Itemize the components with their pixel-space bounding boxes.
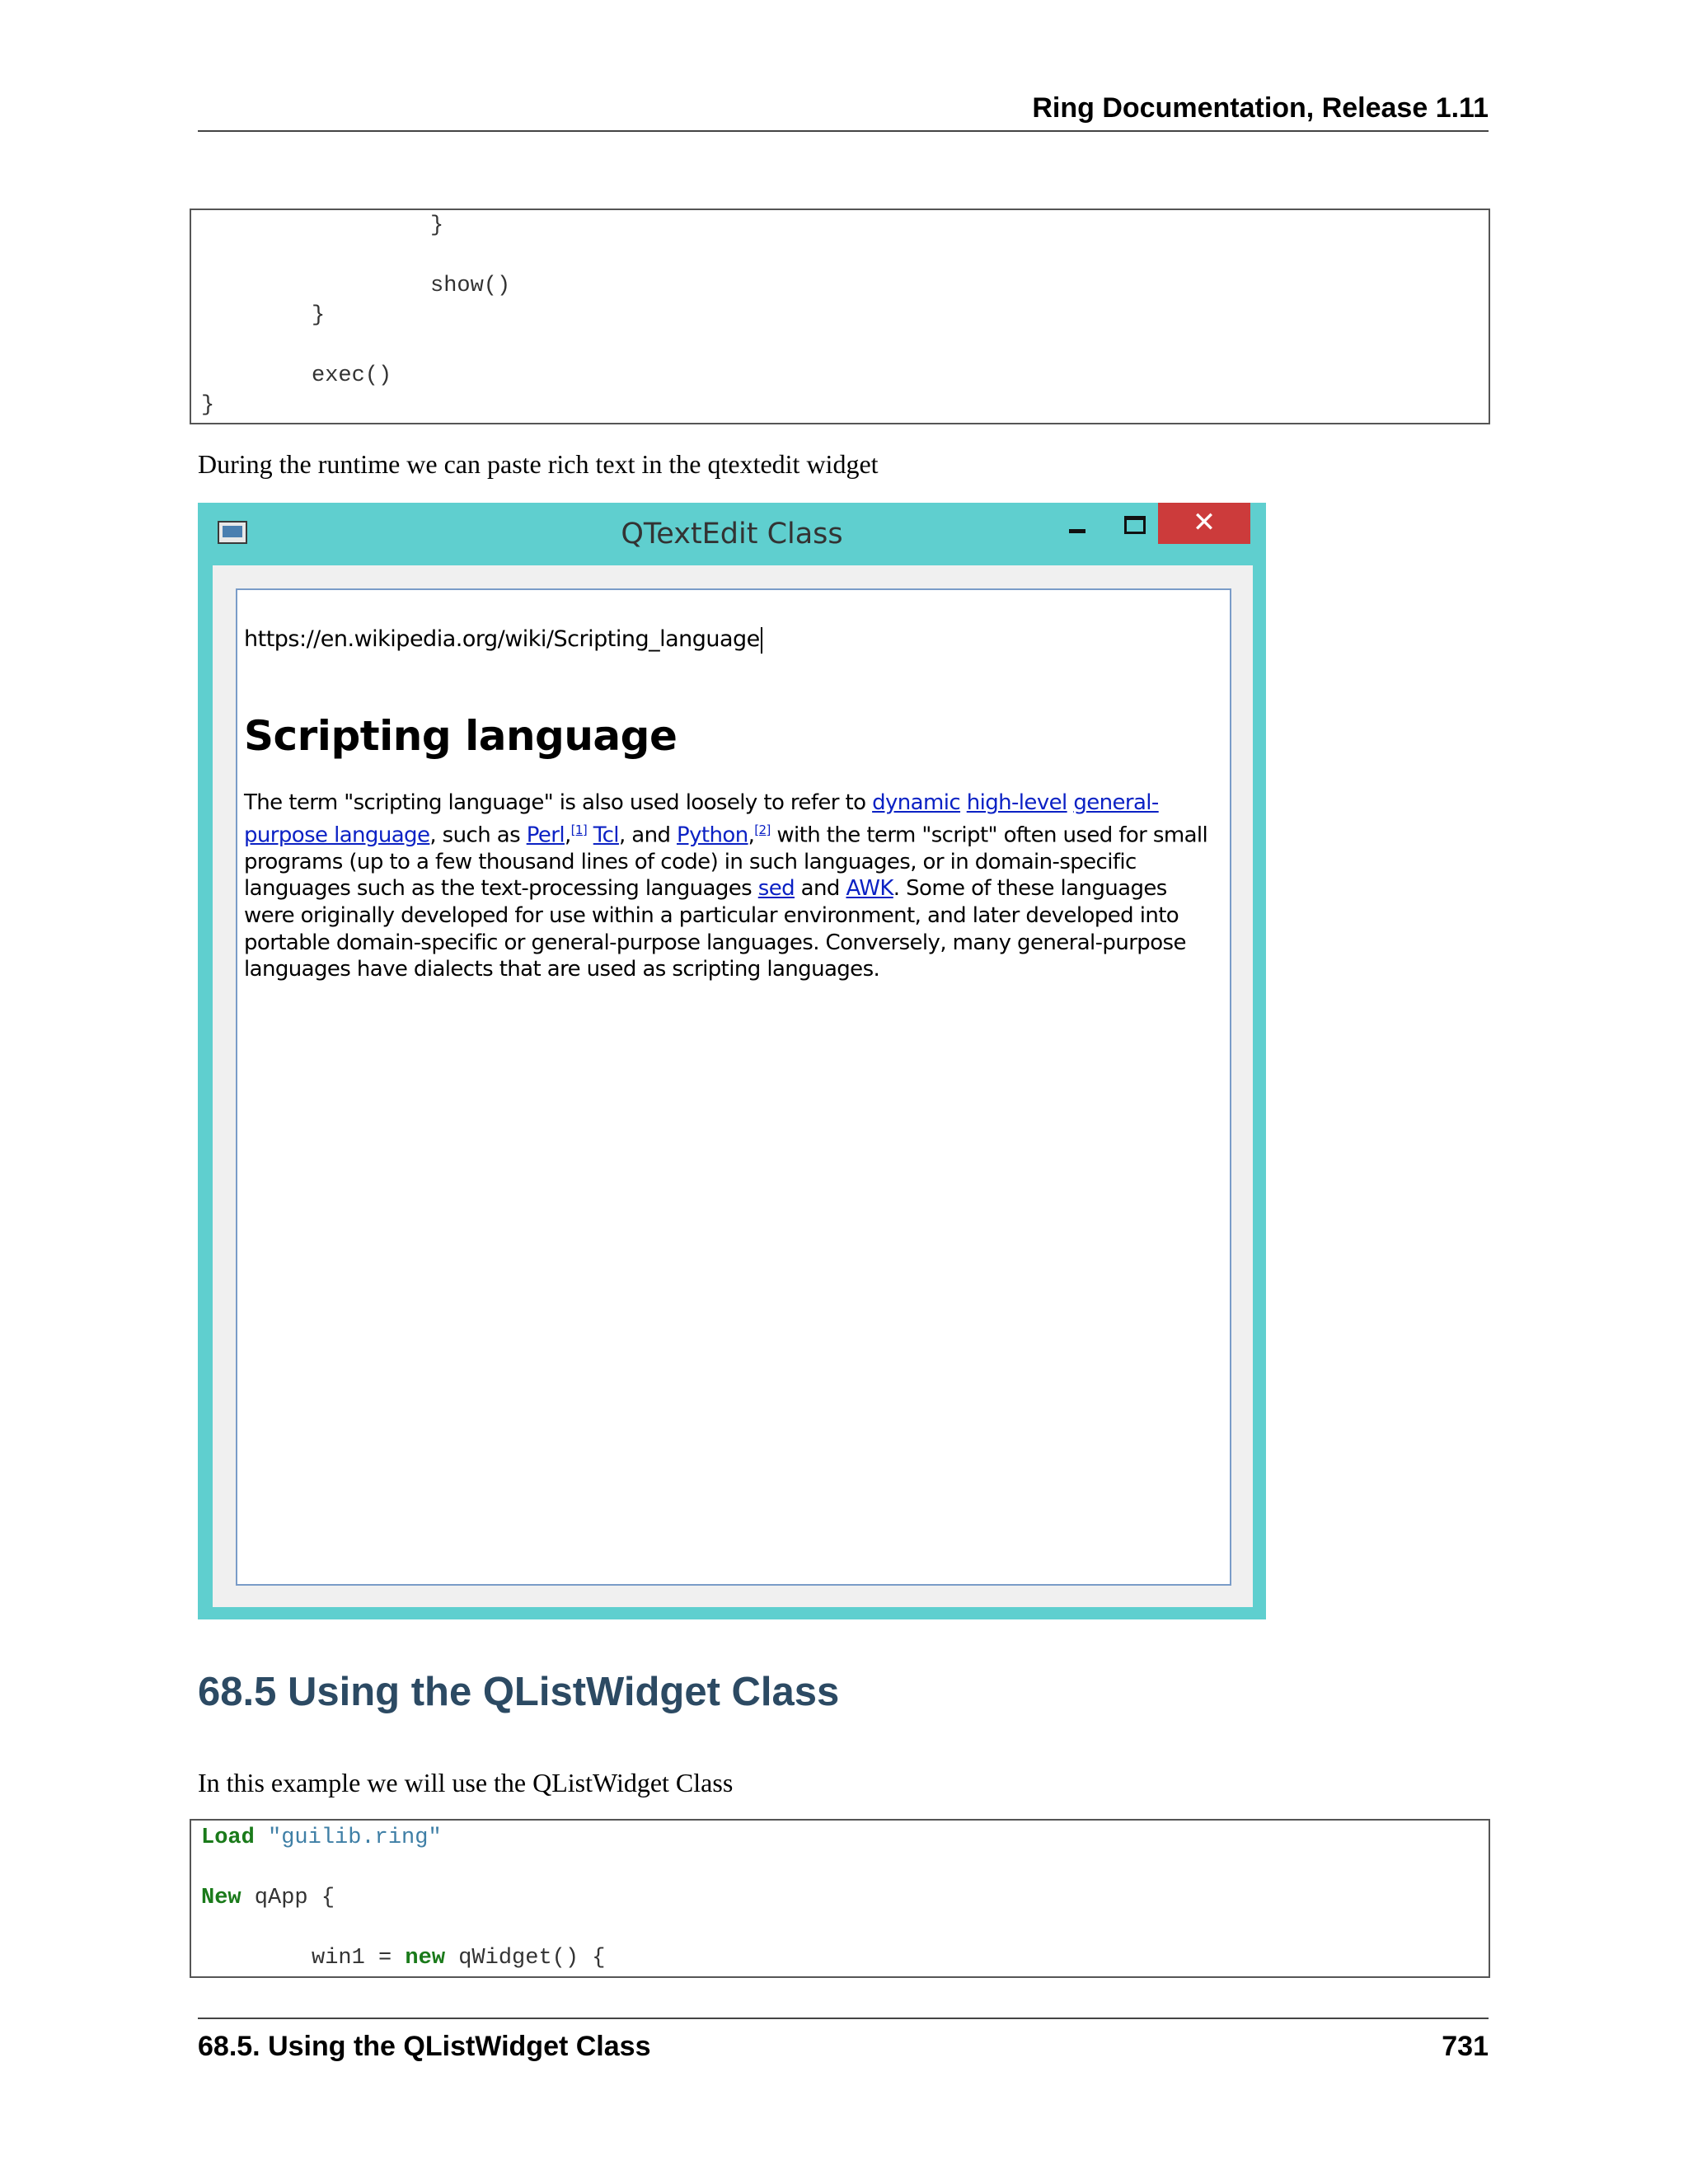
body-text: The term "scripting language" is also used loosely to refer to bbox=[244, 790, 873, 815]
reference-2[interactable]: [2] bbox=[754, 822, 771, 837]
text-edit[interactable] bbox=[236, 588, 1231, 1586]
link-high-level[interactable]: high-level bbox=[966, 790, 1067, 815]
editor-url-text: https://en.wikipedia.org/wiki/Scripting_language bbox=[244, 626, 762, 654]
code-block-2 bbox=[190, 1819, 1490, 1978]
keyword: Load bbox=[201, 1825, 255, 1850]
code-line bbox=[312, 1946, 605, 1971]
code-line: } bbox=[430, 213, 444, 238]
keyword: new bbox=[405, 1946, 446, 1971]
code-line: show() bbox=[430, 274, 511, 298]
paragraph: In this example we will use the QListWidget Class bbox=[198, 1768, 734, 1797]
editor-body: The term "scripting language" is also used loosely to refer to dynamic high-level general-purpose language, such as Perl,[1] Tcl, and Python,[2] with the term "script" often used for small programs (up to a few thousand lines of code) in such languages, or in domain-specific languages such as the text-processing languages sed and AWK. Some of these languages were originally developed for use within a particular environment, and later developed into portable domain-specific or general-purpose languages. Conversely, many general-purpose languages have dialects that are used as scripting languages. bbox=[244, 790, 1208, 982]
code-line bbox=[201, 1886, 335, 1910]
code-line: } bbox=[312, 303, 326, 328]
body-text: and bbox=[795, 876, 846, 902]
close-button[interactable]: ✕ bbox=[1158, 503, 1250, 544]
code-text: qApp { bbox=[241, 1886, 335, 1910]
paragraph: During the runtime we can paste rich text in the qtextedit widget bbox=[198, 449, 879, 479]
page-number: 731 bbox=[1442, 2031, 1489, 2062]
string-literal: "guilib.ring" bbox=[268, 1825, 442, 1850]
footer-section: 68.5. Using the QListWidget Class bbox=[198, 2031, 651, 2062]
link-perl[interactable]: Perl bbox=[526, 823, 565, 848]
maximize-icon[interactable] bbox=[1124, 516, 1146, 534]
reference-1[interactable]: [1] bbox=[570, 822, 588, 837]
window-client-area bbox=[213, 565, 1253, 1607]
link-general-purpose-language[interactable]: general-purpose language bbox=[244, 790, 1159, 848]
body-text: with the term "script" often used for small programs (up to a few thousand lines of code) in such languages, or in domain-specific languages such as the text-processing languages bbox=[244, 823, 1208, 902]
page-footer bbox=[198, 2018, 1489, 2062]
window-title: QTextEdit Class bbox=[621, 518, 843, 551]
page-header bbox=[198, 92, 1489, 132]
document-title: Ring Documentation, Release 1.11 bbox=[1032, 92, 1489, 124]
code-line: exec() bbox=[312, 363, 392, 388]
editor-heading: Scripting language bbox=[244, 712, 678, 760]
body-text: . Some of these languages were originally developed for use within a particular environment, and later developed into portable domain-specific or general-purpose languages. Conversely, many general-purpose languages have dialects that are used as scripting languages. bbox=[244, 876, 1186, 982]
qtextedit-window-screenshot bbox=[198, 503, 1266, 1619]
keyword: New bbox=[201, 1886, 241, 1910]
link-awk[interactable]: AWK bbox=[846, 876, 893, 902]
code-text: win1 = bbox=[312, 1946, 406, 1971]
code-block-1 bbox=[190, 209, 1490, 424]
code-line: } bbox=[201, 393, 215, 418]
link-dynamic[interactable]: dynamic bbox=[872, 790, 961, 815]
code-text: qWidget() { bbox=[445, 1946, 606, 1971]
body-text: , such as bbox=[429, 823, 527, 848]
section-heading: 68.5 Using the QListWidget Class bbox=[198, 1670, 840, 1714]
code-line bbox=[201, 1825, 442, 1850]
link-python[interactable]: Python bbox=[677, 823, 748, 848]
link-sed[interactable]: sed bbox=[757, 876, 795, 902]
link-tcl[interactable]: Tcl bbox=[593, 823, 619, 848]
minimize-icon[interactable] bbox=[1069, 529, 1085, 533]
body-text: , and bbox=[618, 823, 678, 848]
